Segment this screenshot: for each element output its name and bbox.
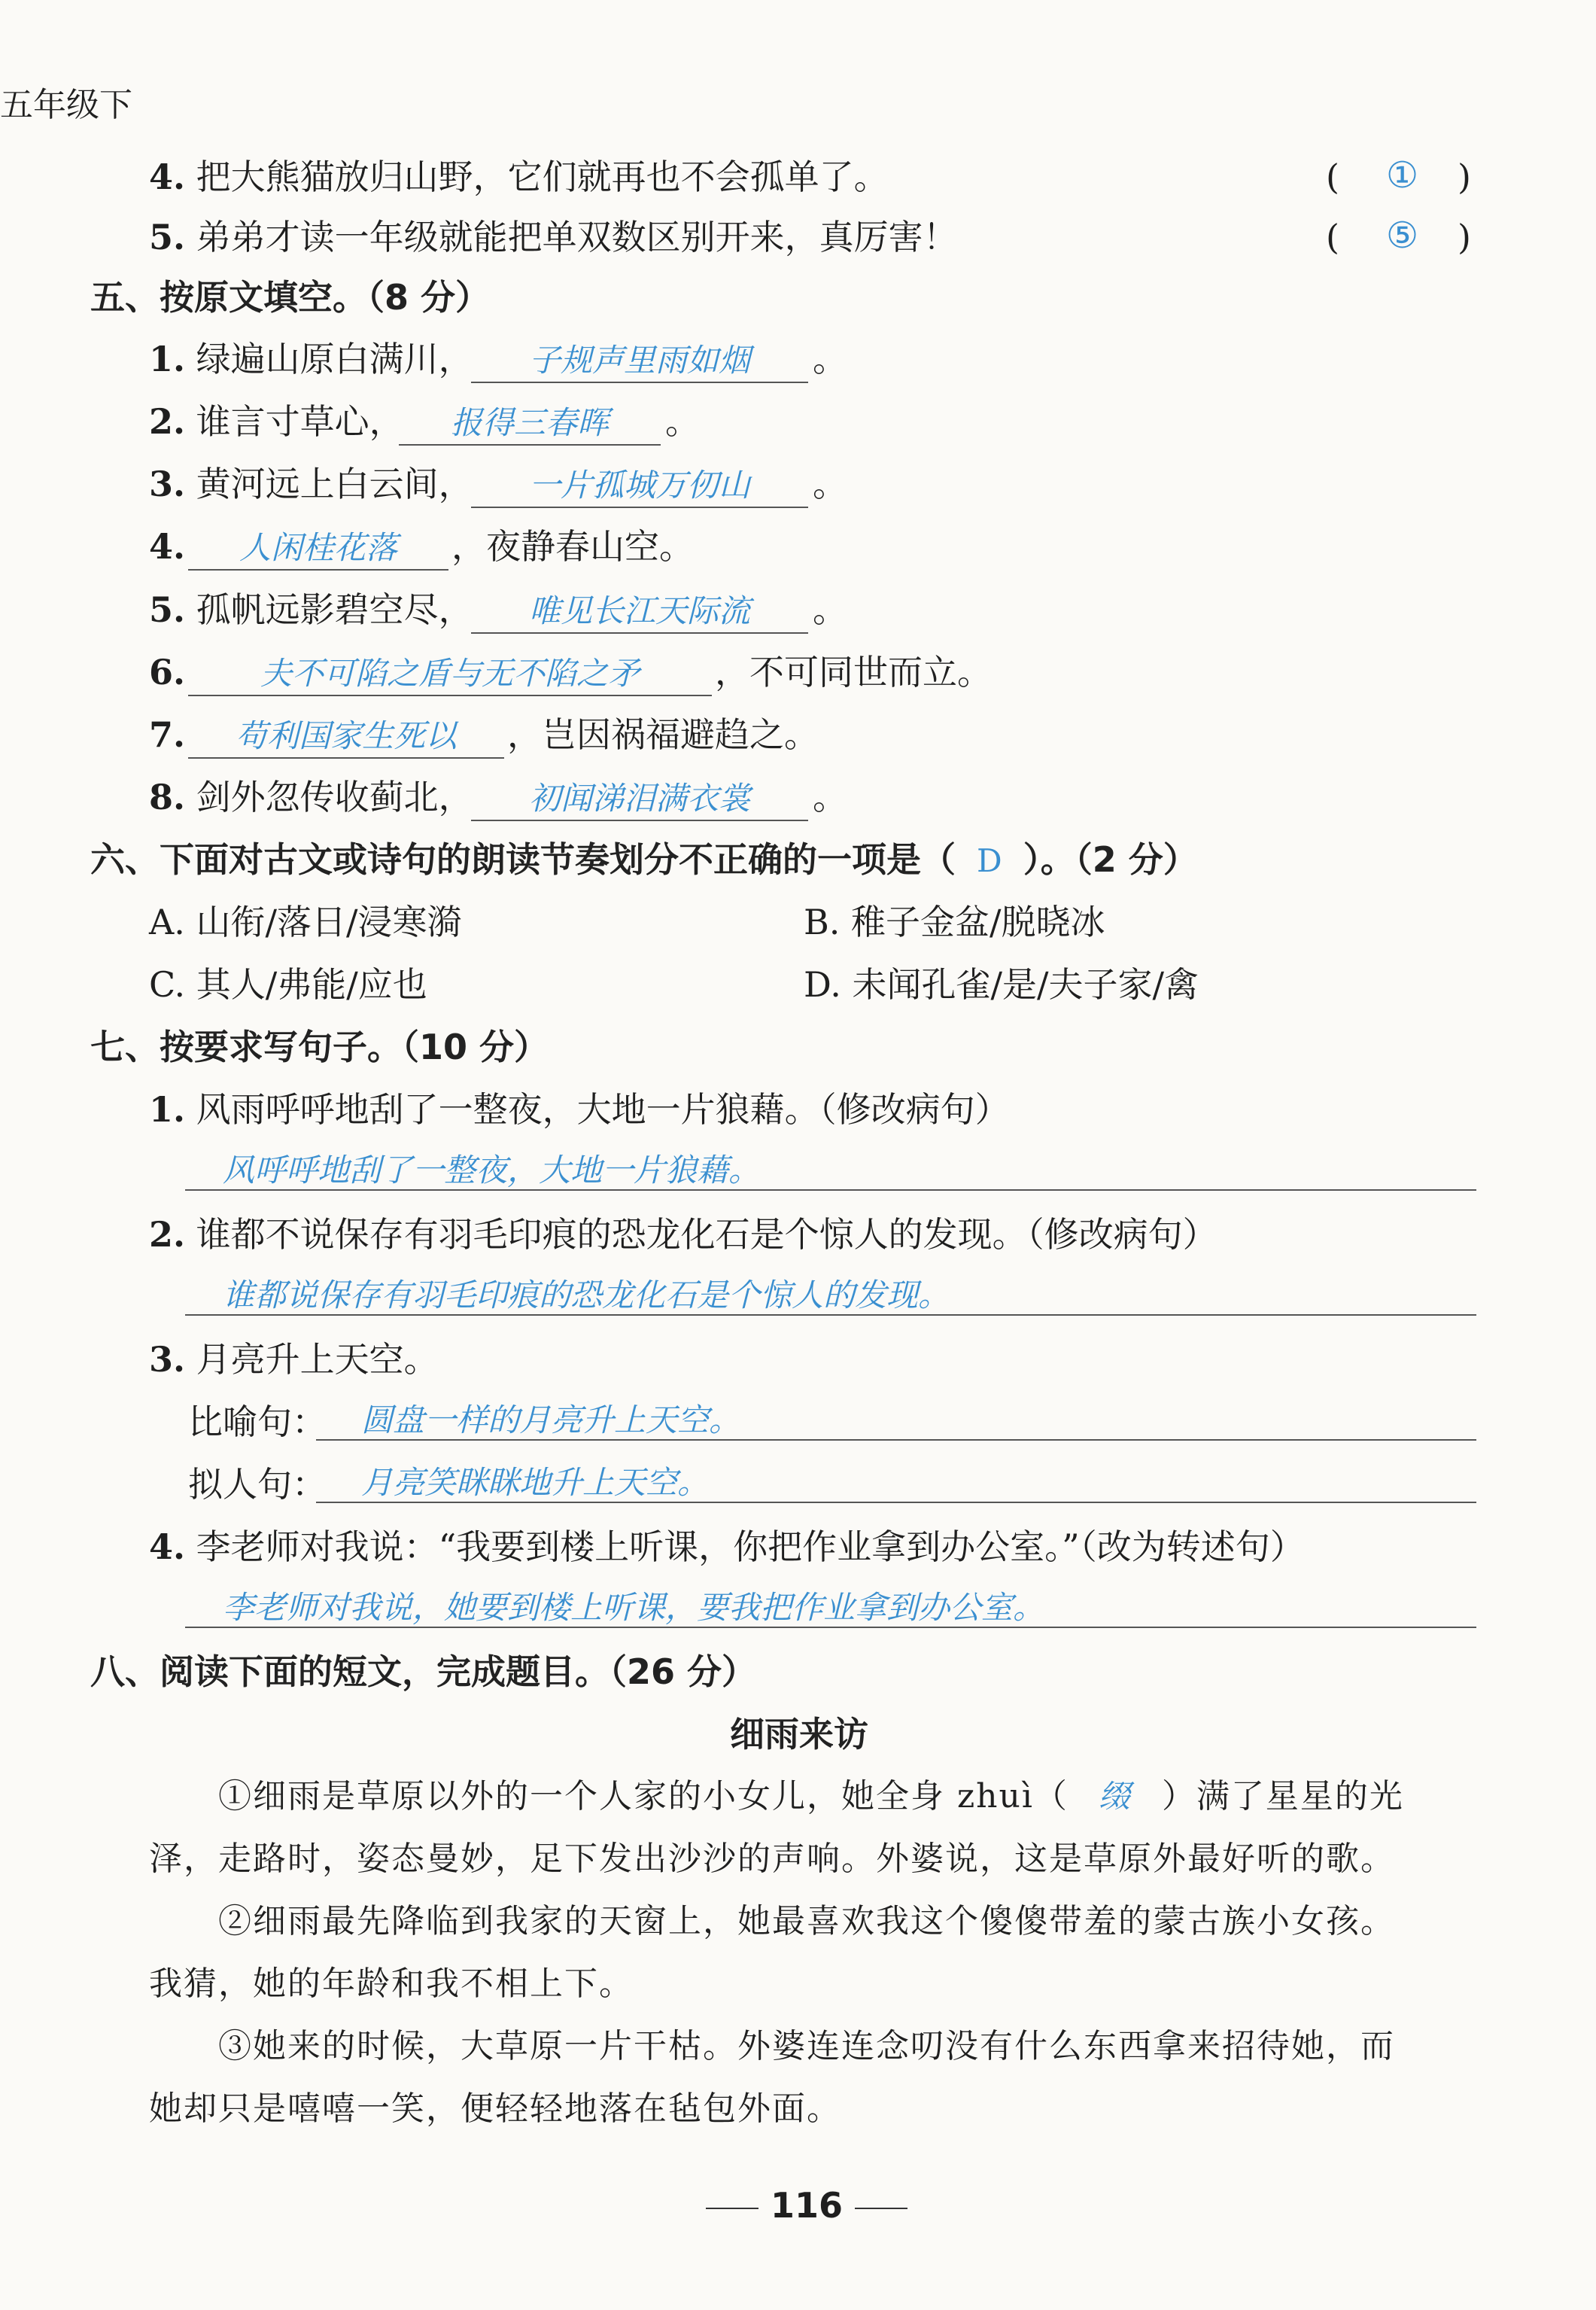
- item-text: 把大熊猫放归山野，它们就再也不会孤单了。: [196, 157, 889, 197]
- item-text-after: 。: [813, 589, 847, 630]
- s4-item-4: [149, 154, 889, 199]
- option-c[interactable]: C. 其人/弗能/应也: [149, 964, 427, 1005]
- section-7-heading: 七、按要求写句子。（10 分）: [90, 1027, 549, 1067]
- passage-title: 细雨来访: [730, 1714, 868, 1755]
- handwritten-answer[interactable]: 缀: [1098, 1778, 1132, 1815]
- answer-underline: [185, 1189, 1476, 1191]
- s4-item-5: [149, 215, 958, 260]
- answer-line-4[interactable]: 李老师对我说，她要到楼上听课，要我把作业拿到办公室。: [223, 1589, 1045, 1626]
- paragraph-2-line-2: 我猜，她的年龄和我不相上下。: [149, 1965, 634, 2003]
- fill-blank[interactable]: 初闻涕泪满衣裳: [471, 778, 808, 821]
- paragraph-3-line-2: 她却只是嘻嘻一笑，便轻轻地落在毡包外面。: [149, 2089, 841, 2128]
- item-number: 5.: [149, 217, 186, 257]
- item-text-before: 黄河远上白云间，: [196, 464, 473, 504]
- item-number: 1.: [149, 339, 186, 379]
- grade-label: 五年级下: [0, 86, 132, 124]
- item-number: 4.: [149, 526, 186, 567]
- paragraph-1-line-2: 泽，走路时，姿态曼妙，足下发出沙沙的声响。外婆说，这是草原外最好听的歌。: [149, 1840, 1395, 1878]
- section-5-heading: 五、按原文填空。（8 分）: [90, 277, 491, 318]
- option-d[interactable]: D. 未闻孔雀/是/夫子家/禽: [804, 964, 1199, 1005]
- personification-label: 拟人句：: [188, 1464, 327, 1505]
- item-number: 2.: [149, 401, 186, 442]
- handwritten-answer: ⑤: [1386, 215, 1419, 257]
- handwritten-answer: ①: [1386, 154, 1419, 196]
- item-text-after: 。: [813, 464, 847, 504]
- item-number: 4.: [149, 157, 186, 197]
- item-text-before: 谁言寸草心，: [196, 401, 404, 442]
- answer-paren[interactable]: ( ⑤ ): [1326, 215, 1471, 257]
- fill-blank[interactable]: 人闲桂花落: [188, 527, 448, 571]
- item-number: 6.: [149, 652, 186, 692]
- paragraph-2-line-1: ②细雨最先降临到我家的天窗上，她最喜欢我这个傻傻带羞的蒙古族小女孩。: [218, 1902, 1395, 1940]
- item-text-before: 剑外忽传收蓟北，: [196, 777, 473, 817]
- answer-underline: [185, 1314, 1476, 1316]
- item-text-after: ，岂因祸福避趋之。: [507, 714, 819, 755]
- s7-question-1: 1. 风雨呼呼地刮了一整夜，大地一片狼藉。（修改病句）: [149, 1089, 1010, 1130]
- item-number: 7.: [149, 714, 186, 755]
- item-text-after: ，不可同世而立。: [715, 652, 992, 692]
- answer-underline: [316, 1502, 1476, 1503]
- section-6-heading: 六、下面对古文或诗句的朗读节奏划分不正确的一项是（ D ）。（2 分）: [90, 839, 1198, 880]
- fill-blank[interactable]: 苟利国家生死以: [188, 715, 504, 759]
- answer-line-1[interactable]: 风呼呼地刮了一整夜，大地一片狼藉。: [223, 1152, 761, 1188]
- handwritten-answer[interactable]: D: [977, 842, 1002, 879]
- answer-paren[interactable]: ( ① ): [1326, 154, 1471, 197]
- answer-underline: [316, 1439, 1476, 1441]
- section-8-heading: 八、阅读下面的短文，完成题目。（26 分）: [90, 1651, 757, 1692]
- item-text-before: 孤帆远影碧空尽，: [196, 589, 473, 630]
- item-text-after: 。: [813, 777, 847, 817]
- fill-blank[interactable]: 一片孤城万仞山: [471, 464, 808, 508]
- option-a[interactable]: A. 山衔/落日/浸寒漪: [149, 902, 462, 942]
- item-text: 弟弟才读一年级就能把单双数区别开来，真厉害！: [196, 217, 958, 257]
- answer-line-2[interactable]: 谁都说保存有羽毛印痕的恐龙化石是个惊人的发现。: [223, 1277, 950, 1313]
- s7-question-3: 3. 月亮升上天空。: [149, 1339, 439, 1380]
- s7-question-2: 2. 谁都不说保存有羽毛印痕的恐龙化石是个惊人的发现。（修改病句）: [149, 1214, 1218, 1255]
- item-number: 5.: [149, 589, 186, 630]
- fill-blank[interactable]: 唯见长江天际流: [471, 590, 808, 634]
- fill-blank[interactable]: 报得三春晖: [399, 402, 661, 446]
- item-number: 8.: [149, 777, 186, 817]
- item-text-after: 。: [665, 401, 700, 442]
- paragraph-1-line-1: ①细雨是草原以外的一个人家的小女儿，她全身 zhuì（ 缀 ）满了星星的光: [218, 1777, 1404, 1815]
- option-b[interactable]: B. 稚子金盆/脱晓冰: [804, 902, 1105, 942]
- fill-blank[interactable]: 夫不可陷之盾与无不陷之矛: [188, 653, 712, 696]
- page-number: 116: [706, 2183, 907, 2228]
- item-text-after: ，夜静春山空。: [451, 526, 694, 567]
- simile-label: 比喻句：: [188, 1402, 327, 1442]
- fill-blank[interactable]: 子规声里雨如烟: [471, 339, 808, 383]
- item-number: 3.: [149, 464, 186, 504]
- item-text-before: 绿遍山原白满川，: [196, 339, 473, 379]
- answer-underline: [185, 1627, 1476, 1628]
- item-text-after: 。: [813, 339, 847, 379]
- simile-answer[interactable]: 圆盘一样的月亮升上天空。: [361, 1402, 741, 1438]
- s7-question-4: 4. 李老师对我说：“我要到楼上听课，你把作业拿到办公室。”（改为转述句）: [149, 1526, 1305, 1567]
- personification-answer[interactable]: 月亮笑眯眯地升上天空。: [361, 1464, 710, 1501]
- paragraph-3-line-1: ③她来的时候，大草原一片干枯。外婆连连念叨没有什么东西拿来招待她，而: [218, 2027, 1395, 2065]
